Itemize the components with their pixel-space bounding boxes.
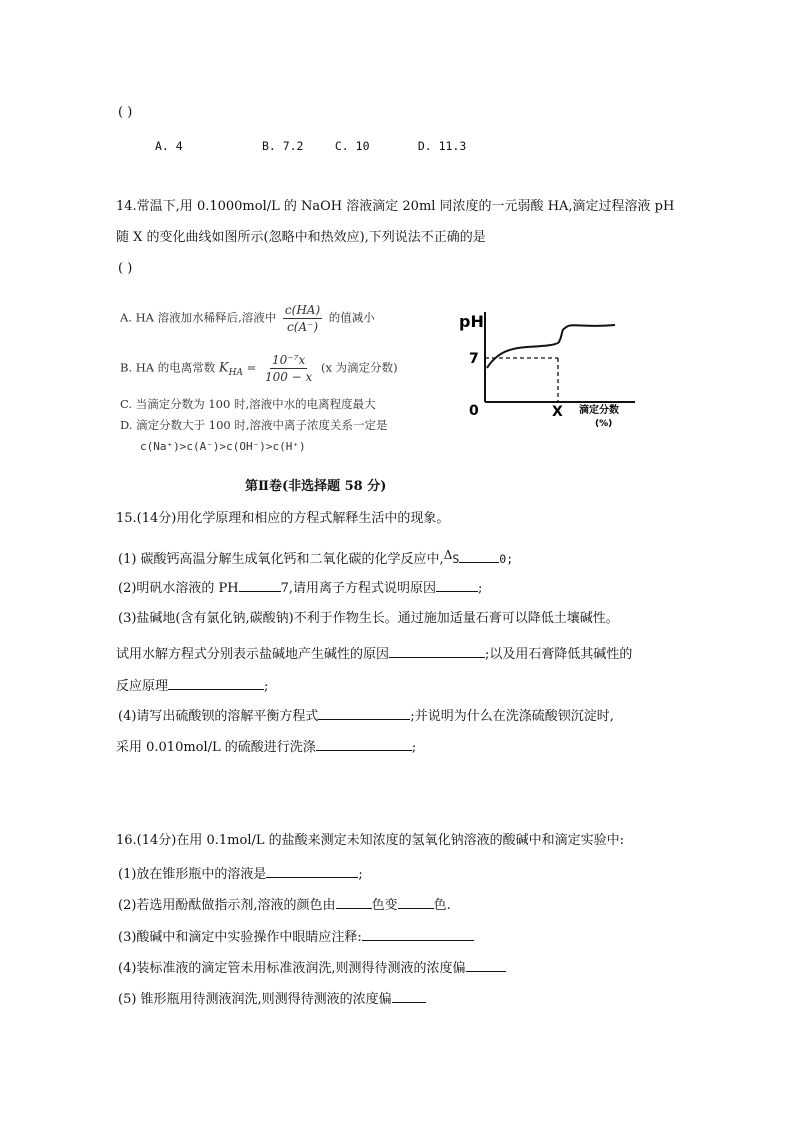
q15-part4-line1: (4)请写出硫酸钡的溶解平衡方程式 ;并说明为什么在洗涤硫酸钡沉淀时,	[118, 706, 614, 726]
q14-option-d-line1: D. 滴定分数大于 100 时,溶液中离子浓度关系一定是	[120, 418, 388, 432]
q16-part2: (2)若选用酚酞做指示剂,溶液的颜色由 色变 色.	[118, 895, 451, 915]
q16-part5: (5) 锥形瓶用待测液润洗,则测得待测液的浓度偏	[118, 989, 426, 1009]
q16-heading: 16.(14分)在用 0.1mol/L 的盐酸来测定未知浓度的氢氧化钠溶液的酸碱中和滴定实验中:	[116, 833, 625, 848]
q16-part1-blank[interactable]	[266, 864, 358, 878]
q15-part4-line2: 采用 0.010mol/L 的硫酸进行洗涤 ;	[116, 737, 416, 757]
q15-part3-line3: 反应原理 ;	[116, 676, 268, 696]
q14-stem-line1: 14.常温下,用 0.1000mol/L 的 NaOH 溶液滴定 20ml 同浓度的一元弱酸 HA,滴定过程溶液 pH	[116, 199, 675, 214]
q14-figure	[113, 290, 458, 465]
q16-part1: (1)放在锥形瓶中的溶液是 ;	[118, 864, 363, 884]
q14-option-b-fraction: $\frac{\text{10⁻⁷x}}{100 - x}$	[264, 353, 313, 384]
graph-x-mark: X	[552, 404, 563, 420]
q13-options	[155, 137, 466, 155]
titration-curve-graph	[455, 300, 655, 440]
q15-part2: (2)明矾水溶液的 PH 7,请用离子方程式说明原因 ;	[118, 578, 482, 598]
q14-answer-paren: ( )	[118, 261, 133, 276]
q15-heading: 15.(14分)用化学原理和相应的方程式解释生活中的现象。	[116, 511, 450, 526]
q16-part3-blank[interactable]	[362, 927, 474, 941]
q15-part3-blank2[interactable]	[168, 676, 264, 690]
q15-part4-blank1[interactable]	[318, 706, 410, 720]
q15-part1-blank[interactable]	[459, 549, 499, 563]
q13-option-b: B. 7.2	[261, 139, 304, 153]
q16-part3: (3)酸碱中和滴定中实验操作中眼睛应注释:	[118, 927, 474, 947]
q14-option-d-line2: c(Na⁺)>c(A⁻)>c(OH⁻)>c(H⁺)	[140, 440, 306, 453]
section-2-title: 第Ⅱ卷(非选择题 58 分)	[245, 479, 387, 494]
q13-option-c: C. 10	[334, 139, 370, 153]
q15-part3-blank1[interactable]	[389, 644, 485, 658]
q15-part3-line1: (3)盐碱地(含有氯化钠,碳酸钠)不利于作物生长。通过施加适量石膏可以降低土壤碱性。	[118, 611, 619, 626]
graph-y-label: pH	[459, 312, 484, 331]
q15-part2-blank1[interactable]	[239, 578, 281, 592]
graph-origin: 0	[469, 403, 479, 419]
q15-part1: (1) 碳酸钙高温分解生成氧化钙和二氧化碳的化学反应中,ΔS 0;	[118, 548, 514, 567]
q16-part2-blank1[interactable]	[336, 895, 372, 909]
q16-part4: (4)装标准液的滴定管未用标准液润洗,则测得待测液的浓度偏	[118, 958, 506, 978]
q14-option-b: B. HA 的电离常数 $K_{HA}$ = $\frac{\text{10⁻⁷x}}{100 - x}$ (x 为滴定分数)	[120, 353, 398, 384]
q14-option-c: C. 当滴定分数为 100 时,溶液中水的电离程度最大	[120, 397, 376, 411]
q16-part4-blank[interactable]	[466, 958, 506, 972]
q13-option-d: D. 11.3	[417, 139, 467, 153]
q15-part3-line2: 试用水解方程式分别表示盐碱地产生碱性的原因 ;以及用石膏降低其碱性的	[116, 644, 632, 664]
titration-curve	[487, 325, 615, 368]
q15-part4-blank2[interactable]	[316, 737, 412, 751]
graph-y-tick-7: 7	[469, 351, 479, 367]
q16-part2-blank2[interactable]	[398, 895, 434, 909]
q14-stem-line2: 随 X 的变化曲线如图所示(忽略中和热效应),下列说法不正确的是	[116, 230, 486, 245]
q14-option-a-fraction: $\frac{c(HA)}{c(A^-)}$	[284, 303, 321, 334]
graph-x-label: 滴定分数	[579, 405, 619, 416]
q16-part5-blank[interactable]	[392, 989, 426, 1003]
q13-answer-paren: ( )	[118, 105, 133, 120]
q13-option-a: A. 4	[155, 139, 183, 153]
graph-x-unit: (%)	[595, 419, 613, 429]
q14-option-a: A. HA 溶液加水稀释后,溶液中 $\frac{c(HA)}{c(A^-)}$ 的值减小	[120, 303, 375, 334]
q15-part2-blank2[interactable]	[436, 578, 478, 592]
